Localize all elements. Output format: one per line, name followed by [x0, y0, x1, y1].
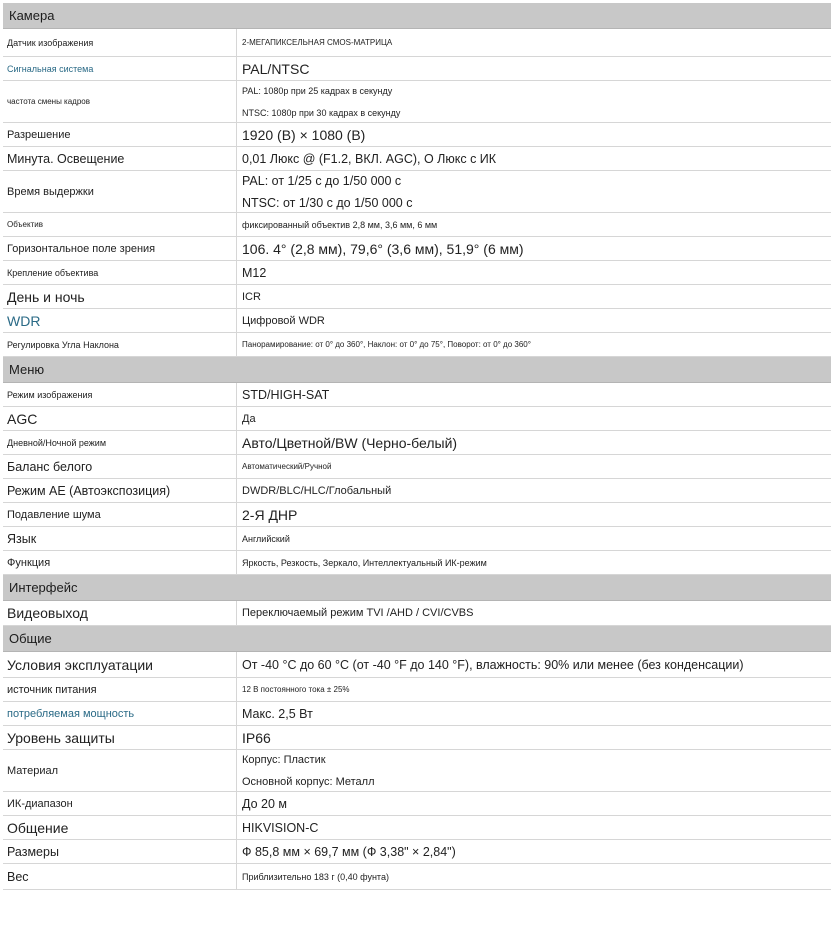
spec-row — [3, 431, 831, 455]
spec-value — [237, 123, 831, 146]
spec-row — [3, 864, 831, 890]
spec-value-line: IP66 — [242, 729, 271, 746]
spec-label: WDR — [3, 309, 237, 332]
spec-label: Горизонтальное поле зрения — [3, 237, 237, 260]
spec-value-line: PAL: от 1/25 с до 1/50 000 с — [242, 173, 402, 188]
spec-label: Разрешение — [3, 123, 237, 146]
spec-value — [237, 29, 831, 56]
spec-value-line: Переключаемый режим TVI /AHD / CVI/CVBS — [242, 607, 474, 619]
spec-label: Видеовыход — [3, 601, 237, 625]
spec-value-line: Английский — [242, 533, 290, 544]
spec-row — [3, 261, 831, 285]
spec-value — [237, 57, 831, 80]
spec-label: День и ночь — [3, 285, 237, 308]
spec-row — [3, 237, 831, 261]
spec-label: Датчик изображения — [3, 29, 237, 56]
spec-value — [237, 333, 831, 356]
spec-value — [237, 171, 831, 212]
spec-label: Режим изображения — [3, 383, 237, 406]
spec-value — [237, 601, 831, 625]
spec-row — [3, 213, 831, 237]
spec-row — [3, 383, 831, 407]
spec-row — [3, 551, 831, 575]
spec-value — [237, 678, 831, 701]
spec-value — [237, 840, 831, 863]
spec-label: AGC — [3, 407, 237, 430]
spec-row — [3, 147, 831, 171]
spec-value-line: Да — [242, 412, 256, 425]
spec-value-line: 2-Я ДНР — [242, 506, 298, 523]
spec-row — [3, 678, 831, 702]
spec-label: Размеры — [3, 840, 237, 863]
spec-label: потребляемая мощность — [3, 702, 237, 725]
spec-row — [3, 407, 831, 431]
spec-value-line: M12 — [242, 265, 267, 280]
spec-value — [237, 702, 831, 725]
spec-value-line: 1920 (В) × 1080 (В) — [242, 126, 366, 143]
spec-value-line: DWDR/BLC/HLC/Глобальный — [242, 484, 392, 497]
spec-label: Общение — [3, 816, 237, 839]
spec-value-line: От -40 °C до 60 °C (от -40 °F до 140 °F), влажность: 90% или менее (без конденсации) — [242, 657, 744, 672]
spec-value — [237, 285, 831, 308]
spec-row — [3, 171, 831, 213]
spec-value — [237, 726, 831, 749]
section-header: Камера — [3, 3, 831, 29]
spec-row — [3, 750, 831, 792]
spec-row — [3, 81, 831, 123]
spec-value — [237, 147, 831, 170]
spec-value-line: 2-МЕГАПИКСЕЛЬНАЯ CMOS-МАТРИЦА — [242, 37, 393, 47]
spec-row — [3, 726, 831, 750]
spec-value-line: 0,01 Люкс @ (F1.2, ВКЛ. AGC), О Люкс с ИК — [242, 151, 497, 166]
spec-row — [3, 652, 831, 678]
spec-value — [237, 81, 831, 122]
spec-value-line: HIKVISION-C — [242, 820, 319, 835]
spec-value — [237, 213, 831, 236]
spec-row — [3, 601, 831, 626]
spec-row — [3, 285, 831, 309]
spec-row — [3, 479, 831, 503]
spec-row — [3, 816, 831, 840]
spec-value-line: PAL/NTSC — [242, 60, 310, 77]
spec-row — [3, 29, 831, 57]
spec-label: Подавление шума — [3, 503, 237, 526]
spec-value-line: Панорамирование: от 0° до 360°, Наклон: от 0° до 75°, Поворот: от 0° до 360° — [242, 339, 531, 349]
spec-value — [237, 237, 831, 260]
spec-value-line: Авто/Цветной/BW (Черно-белый) — [242, 434, 458, 451]
spec-value-line: Основной корпус: Металл — [242, 775, 375, 788]
spec-row — [3, 503, 831, 527]
spec-value-line: ICR — [242, 290, 261, 303]
spec-value-line: 12 В постоянного тока ± 25% — [242, 684, 350, 694]
spec-label: Уровень защиты — [3, 726, 237, 749]
spec-value — [237, 261, 831, 284]
spec-value — [237, 551, 831, 574]
spec-label: ИК-диапазон — [3, 792, 237, 815]
spec-value — [237, 407, 831, 430]
spec-value-line: NTSC: от 1/30 с до 1/50 000 с — [242, 195, 413, 210]
spec-label: Условия эксплуатации — [3, 652, 237, 677]
spec-label: Крепление объектива — [3, 261, 237, 284]
spec-label: источник питания — [3, 678, 237, 701]
spec-value-line: Приблизительно 183 г (0,40 фунта) — [242, 871, 389, 882]
spec-label: Язык — [3, 527, 237, 550]
spec-row — [3, 792, 831, 816]
spec-label: Минута. Освещение — [3, 147, 237, 170]
spec-row — [3, 527, 831, 551]
spec-value — [237, 652, 831, 677]
spec-label: частота смены кадров — [3, 81, 237, 122]
spec-value — [237, 792, 831, 815]
spec-value — [237, 383, 831, 406]
spec-label: Материал — [3, 750, 237, 791]
spec-value-line: Яркость, Резкость, Зеркало, Интеллектуальный ИК-режим — [242, 557, 487, 568]
spec-value — [237, 864, 831, 889]
spec-value — [237, 431, 831, 454]
spec-value-line: Корпус: Пластик — [242, 753, 326, 766]
spec-table — [3, 3, 831, 890]
spec-value-line: фиксированный объектив 2,8 мм, 3,6 мм, 6 мм — [242, 219, 438, 230]
spec-label: Функция — [3, 551, 237, 574]
spec-label: Регулировка Угла Наклона — [3, 333, 237, 356]
spec-value — [237, 527, 831, 550]
spec-value — [237, 750, 831, 791]
spec-row — [3, 455, 831, 479]
spec-label: Баланс белого — [3, 455, 237, 478]
spec-value-line: До 20 м — [242, 796, 288, 811]
spec-value-line: Ф 85,8 мм × 69,7 мм (Ф 3,38" × 2,84") — [242, 844, 456, 859]
spec-value-line: 106. 4° (2,8 мм), 79,6° (3,6 мм), 51,9° (6 мм) — [242, 240, 524, 257]
spec-value-line: NTSC: 1080p при 30 кадрах в секунду — [242, 107, 401, 118]
spec-label: Вес — [3, 864, 237, 889]
spec-value-line: STD/HIGH-SAT — [242, 387, 330, 402]
spec-value — [237, 455, 831, 478]
spec-label: Объектив — [3, 213, 237, 236]
spec-label: Дневной/Ночной режим — [3, 431, 237, 454]
spec-row — [3, 309, 831, 333]
spec-row — [3, 840, 831, 864]
section-header: Меню — [3, 357, 831, 383]
spec-value-line: Автоматический/Ручной — [242, 461, 332, 471]
section-header: Общие — [3, 626, 831, 652]
spec-label: Сигнальная система — [3, 57, 237, 80]
spec-row — [3, 333, 831, 357]
spec-label: Время выдержки — [3, 171, 237, 212]
spec-row — [3, 57, 831, 81]
spec-value-line: PAL: 1080p при 25 кадрах в секунду — [242, 85, 393, 96]
spec-value — [237, 479, 831, 502]
spec-row — [3, 123, 831, 147]
spec-value — [237, 503, 831, 526]
spec-value — [237, 816, 831, 839]
spec-row — [3, 702, 831, 726]
spec-value-line: Цифровой WDR — [242, 314, 325, 327]
spec-label: Режим AE (Автоэкспозиция) — [3, 479, 237, 502]
spec-value — [237, 309, 831, 332]
spec-value-line: Макс. 2,5 Вт — [242, 706, 313, 721]
section-header: Интерфейс — [3, 575, 831, 601]
